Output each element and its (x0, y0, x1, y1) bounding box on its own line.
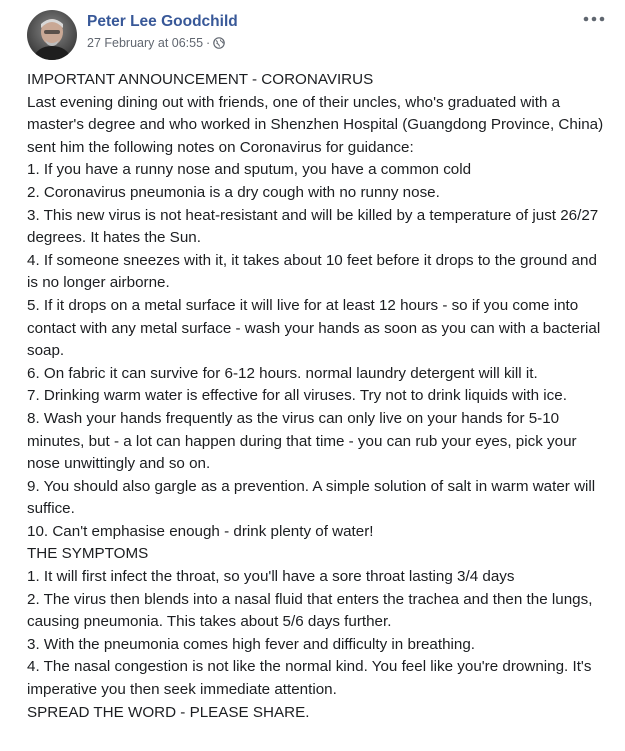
post-line: 9. You should also gargle as a prevention. A simple solution of salt in warm water will suffice. (27, 477, 596, 518)
post-timestamp[interactable]: 27 February at 06:55 (87, 36, 204, 50)
more-options-icon[interactable] (581, 10, 607, 28)
post-line: SPREAD THE WORD - PLEASE SHARE. (27, 703, 310, 721)
meta-separator: · (206, 36, 211, 50)
avatar[interactable] (27, 10, 77, 60)
post-line: 6. On fabric it can survive for 6-12 hours. normal laundry detergent will kill it. (27, 364, 538, 382)
post-line: THE SYMPTOMS (27, 545, 149, 563)
post-line: 10. Can't emphasise enough - drink plenty of water! (27, 522, 374, 540)
post-line: 3. This new virus is not heat-resistant and will be killed by a temperature of just 26/27 degrees. It hates the Sun. (27, 206, 599, 247)
post-timeline (87, 35, 238, 51)
post-line: IMPORTANT ANNOUNCEMENT - CORONAVIRUS (27, 71, 374, 88)
post-line: 8. Wash your hands frequently as the virus can only live on your hands for 5-10 minutes, but - a lot can happen during that time - you can rub your eyes, pick your nose unwittingly and so on. (27, 409, 577, 473)
post-meta (87, 10, 238, 51)
author-name[interactable]: Peter Lee Goodchild (87, 13, 238, 30)
post-line: 5. If it drops on a metal surface it will live for at least 12 hours - so if you come into contact with any metal surface - wash your hands as soon as you can with a bacterial soap. (27, 296, 601, 360)
post-line: 1. If you have a runny nose and sputum, you have a common cold (27, 161, 472, 179)
post-body (27, 69, 612, 724)
post-line: 3. With the pneumonia comes high fever and difficulty in breathing. (27, 635, 476, 653)
post-line: 4. The nasal congestion is not like the normal kind. You feel like you're drowning. It's imperative you then seek immediate attention. (27, 658, 592, 699)
avatar-image (27, 10, 77, 60)
post-line: 1. It will first infect the throat, so you'll have a sore throat lasting 3/4 days (27, 568, 515, 586)
post-line: 7. Drinking warm water is effective for all viruses. Try not to drink liquids with ice. (27, 387, 567, 405)
post-header (27, 10, 238, 62)
post-line: 2. Coronavirus pneumonia is a dry cough with no runny nose. (27, 183, 440, 201)
globe-icon (213, 37, 225, 49)
post-line: 2. The virus then blends into a nasal fluid that enters the trachea and then the lungs, causing pneumonia. This takes about 5/6 days further. (27, 590, 593, 631)
post-line: 4. If someone sneezes with it, it takes about 10 feet before it drops to the ground and is no longer airborne. (27, 251, 597, 292)
post-line: Last evening dining out with friends, one of their uncles, who's graduated with a master's degree and who worked in Shenzhen Hospital (Guangdong Province, China) sent him the following notes on Coronavirus for guidance: (27, 93, 604, 156)
